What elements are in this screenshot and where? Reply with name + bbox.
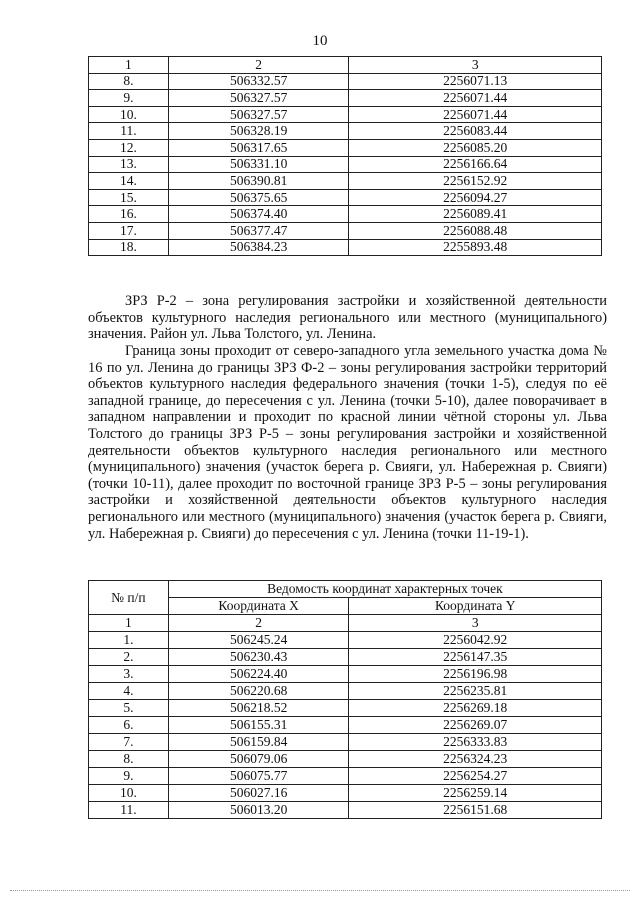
point-number-cell: 15.: [89, 189, 169, 206]
point-number-cell: 18.: [89, 239, 169, 256]
coordinate-y-cell: 2256333.83: [349, 734, 602, 751]
coordinate-x-cell: 506375.65: [168, 189, 349, 206]
coordinate-y-cell: 2256254.27: [349, 768, 602, 785]
coordinate-x-cell: 506331.10: [168, 156, 349, 173]
coordinate-y-cell: 2256085.20: [349, 139, 602, 156]
table-row: [89, 206, 602, 223]
coordinate-y-cell: 2256151.68: [349, 802, 602, 819]
page-bottom-edge: [10, 890, 630, 891]
coordinate-x-cell: 506159.84: [168, 734, 349, 751]
coordinate-x-cell: 506377.47: [168, 222, 349, 239]
coordinate-x-cell: 506384.23: [168, 239, 349, 256]
table-row: [89, 785, 602, 802]
coordinate-y-cell: 2256269.07: [349, 717, 602, 734]
point-number-cell: 7.: [89, 734, 169, 751]
coordinate-y-cell: 2256071.44: [349, 106, 602, 123]
table-row: [89, 768, 602, 785]
coordinate-y-cell: 2256166.64: [349, 156, 602, 173]
table-row: [89, 156, 602, 173]
coordinate-x-cell: 506327.57: [168, 90, 349, 107]
column-y-header: Координата Y: [349, 598, 602, 615]
coordinate-x-cell: 506390.81: [168, 173, 349, 190]
table-row: [89, 73, 602, 90]
table-row: [89, 189, 602, 206]
point-number-cell: 8.: [89, 751, 169, 768]
point-number-cell: 10.: [89, 106, 169, 123]
table-title: Ведомость координат характерных точек: [168, 581, 601, 598]
point-number-cell: 3.: [89, 666, 169, 683]
coordinate-y-cell: 2256147.35: [349, 649, 602, 666]
coordinate-y-cell: 2256269.18: [349, 700, 602, 717]
table-row: [89, 666, 602, 683]
header-cell: 1: [89, 57, 169, 74]
point-number-cell: 8.: [89, 73, 169, 90]
table-row: [89, 751, 602, 768]
coordinate-y-cell: 2256071.13: [349, 73, 602, 90]
point-number-cell: 9.: [89, 90, 169, 107]
coordinate-x-cell: 506218.52: [168, 700, 349, 717]
coordinates-table: [88, 580, 602, 819]
coordinates-table-continued: [88, 56, 602, 256]
table-row: [89, 632, 602, 649]
point-number-cell: 11.: [89, 123, 169, 140]
coordinate-x-cell: 506317.65: [168, 139, 349, 156]
coordinate-x-cell: 506224.40: [168, 666, 349, 683]
coordinate-y-cell: 2256089.41: [349, 206, 602, 223]
coordinate-x-cell: 506075.77: [168, 768, 349, 785]
coordinate-x-cell: 506374.40: [168, 206, 349, 223]
table-numbering-row: [89, 615, 602, 632]
coordinate-y-cell: 2256083.44: [349, 123, 602, 140]
header-cell: 3: [349, 57, 602, 74]
coordinate-x-cell: 506230.43: [168, 649, 349, 666]
table-row: [89, 139, 602, 156]
header-cell: 2: [168, 57, 349, 74]
coordinate-y-cell: 2256094.27: [349, 189, 602, 206]
coordinate-x-cell: 506079.06: [168, 751, 349, 768]
point-number-cell: 4.: [89, 683, 169, 700]
table-row: [89, 123, 602, 140]
header-cell: 2: [168, 615, 349, 632]
number-header: № п/п: [89, 581, 169, 615]
coordinate-y-cell: 2256324.23: [349, 751, 602, 768]
coordinate-y-cell: 2256088.48: [349, 222, 602, 239]
point-number-cell: 17.: [89, 222, 169, 239]
table-header-row: [89, 581, 602, 598]
point-number-cell: 11.: [89, 802, 169, 819]
zone-description: ЗРЗ Р-2 – зона регулирования застройки и хозяйственной деятельности объектов культурного наследия регионального или местного (муниципального) значения. Район ул. Льва Толстого, ул. Ленина.: [88, 293, 607, 343]
point-number-cell: 12.: [89, 139, 169, 156]
coordinate-y-cell: 2255893.48: [349, 239, 602, 256]
coordinate-y-cell: 2256042.92: [349, 632, 602, 649]
point-number-cell: 2.: [89, 649, 169, 666]
coordinate-y-cell: 2256071.44: [349, 90, 602, 107]
column-x-header: Координата X: [168, 598, 349, 615]
coordinate-x-cell: 506013.20: [168, 802, 349, 819]
table-row: [89, 222, 602, 239]
table-row: [89, 683, 602, 700]
table-row: [89, 90, 602, 107]
table-row: [89, 700, 602, 717]
table-row: [89, 717, 602, 734]
table-row: [89, 173, 602, 190]
coordinate-y-cell: 2256152.92: [349, 173, 602, 190]
point-number-cell: 1.: [89, 632, 169, 649]
header-cell: 3: [349, 615, 602, 632]
point-number-cell: 5.: [89, 700, 169, 717]
coordinate-y-cell: 2256235.81: [349, 683, 602, 700]
table-row: [89, 734, 602, 751]
table-row: [89, 802, 602, 819]
table-row: [89, 106, 602, 123]
point-number-cell: 6.: [89, 717, 169, 734]
point-number-cell: 9.: [89, 768, 169, 785]
coordinate-x-cell: 506245.24: [168, 632, 349, 649]
table-row: [89, 649, 602, 666]
coordinate-x-cell: 506332.57: [168, 73, 349, 90]
coordinate-x-cell: 506327.57: [168, 106, 349, 123]
coordinate-y-cell: 2256259.14: [349, 785, 602, 802]
coordinate-x-cell: 506155.31: [168, 717, 349, 734]
table-row: [89, 239, 602, 256]
coordinate-x-cell: 506027.16: [168, 785, 349, 802]
point-number-cell: 16.: [89, 206, 169, 223]
zone-boundary-description: Граница зоны проходит от северо-западного угла земельного участка дома № 16 по ул. Ленина до границы ЗРЗ Ф-2 – зоны регулирования застройки территорий объектов культурного наследия федерального значения (точки 1-5), следуя по её западной границе, до пересечения с ул. Ленина (точки 5-10), далее поворачивает в западном направлении и проходит по красной линии чётной стороны ул. Льва Толстого до границы ЗРЗ Р-5 – зоны регулирования застройки и хозяйственной деятельности объектов культурного наследия регионального или местного (муниципального) значения (участок берега р. Свияги, ул. Набережная р. Свияги) (точки 10-11), далее проходит по восточной границе ЗРЗ Р-5 – зоны регулирования застройки и хозяйственной деятельности объектов культурного наследия регионального или местного (муниципального) значения (участок берега р. Свияги, ул. Набережная р. Свияги) до пересечения с ул. Ленина (точки 11-19-1).: [88, 343, 607, 542]
coordinate-y-cell: 2256196.98: [349, 666, 602, 683]
point-number-cell: 13.: [89, 156, 169, 173]
coordinate-x-cell: 506328.19: [168, 123, 349, 140]
page-number: 10: [312, 33, 328, 49]
header-cell: 1: [89, 615, 169, 632]
coordinate-x-cell: 506220.68: [168, 683, 349, 700]
point-number-cell: 10.: [89, 785, 169, 802]
table-header-row: [89, 57, 602, 74]
point-number-cell: 14.: [89, 173, 169, 190]
